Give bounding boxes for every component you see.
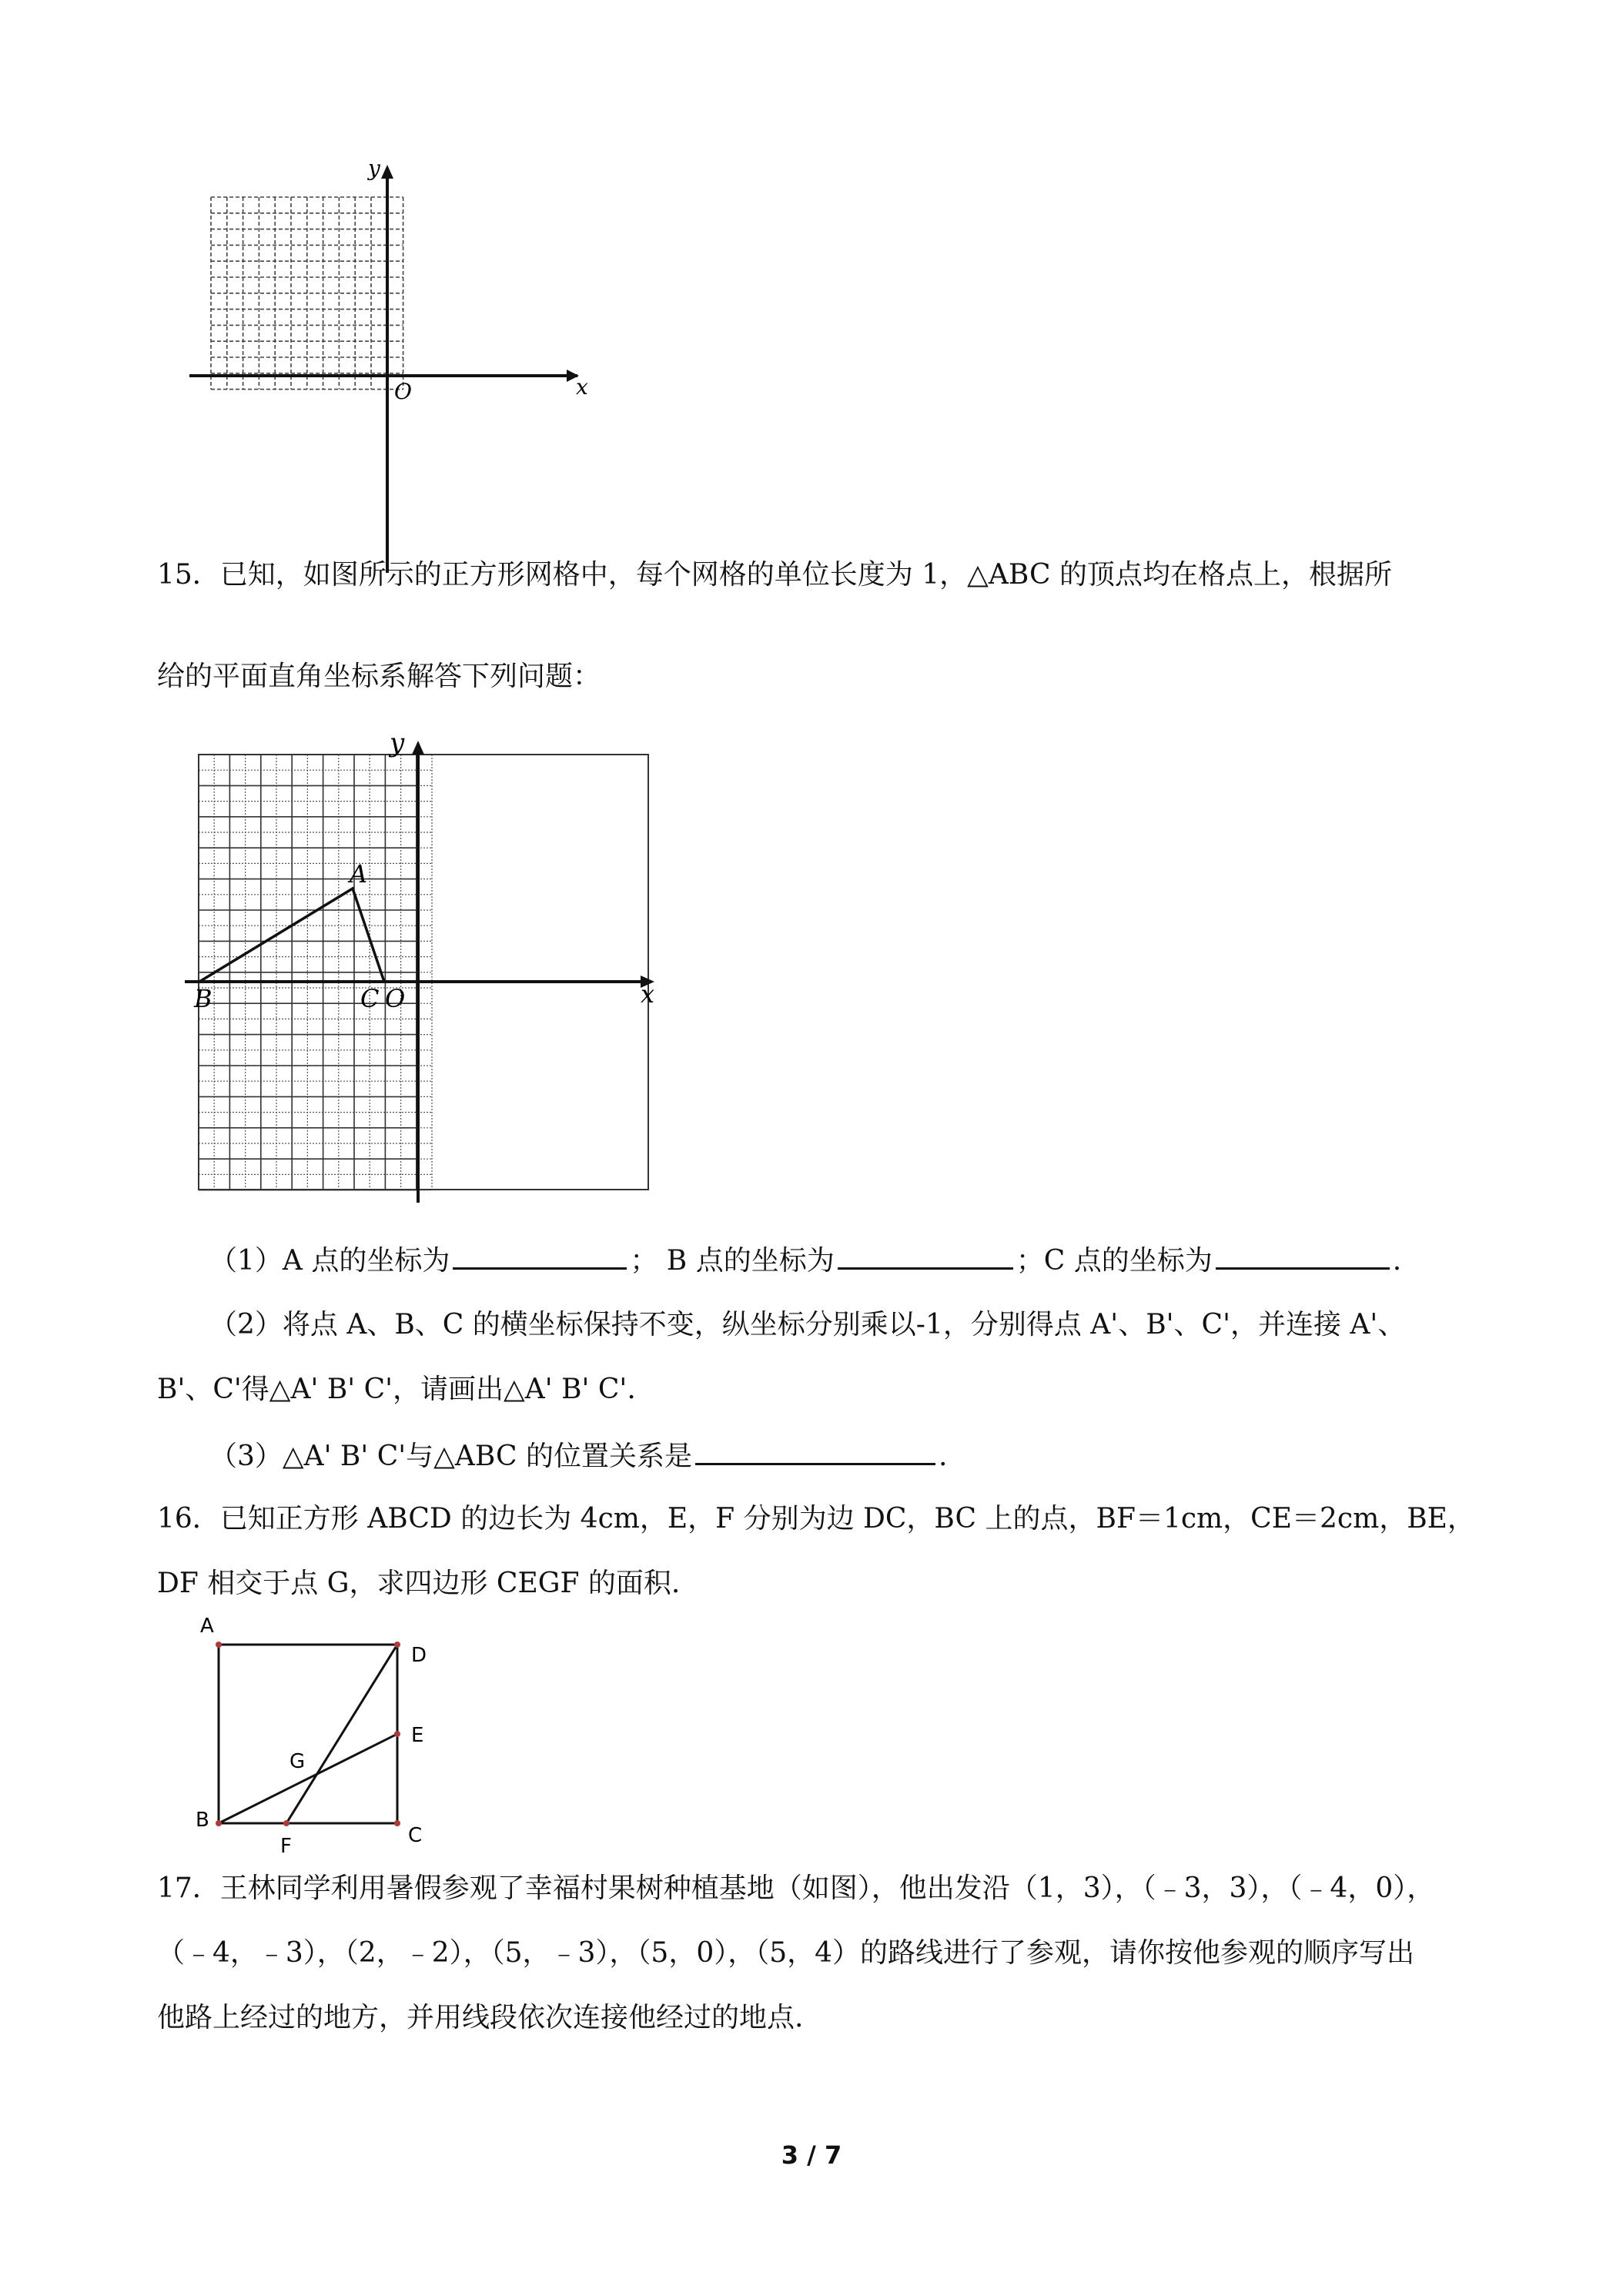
point-b-label: B	[196, 1809, 209, 1832]
q15-part1	[209, 1243, 1401, 1277]
figure-coordinate-grid-1	[185, 154, 601, 577]
segment-be	[219, 1734, 397, 1823]
point-c-label: C	[360, 984, 380, 1013]
q17-text-line2: （﹣4，﹣3），（2，﹣2），（5，﹣3），（5，0），（5，4）的路线进行了参观，请你按他参观的顺序写出	[157, 1937, 1415, 1969]
segment-df	[286, 1645, 397, 1823]
q15-part1-end: .	[1392, 1245, 1402, 1277]
q15-part1-b-prompt: ； B 点的坐标为	[630, 1245, 835, 1277]
answer-blank-relation[interactable]	[695, 1438, 935, 1465]
answer-blank-c[interactable]	[1216, 1243, 1390, 1270]
x-axis-label: x	[641, 979, 655, 1009]
y-axis-label: y	[390, 731, 405, 758]
q17-text-line3: 他路上经过的地方，并用线段依次连接他经过的地点.	[157, 2002, 804, 2033]
square-abcd	[219, 1645, 397, 1823]
point-f	[283, 1820, 289, 1826]
figure-triangle-abc-grid	[185, 731, 678, 1209]
q15-text-line1: 15．已知，如图所示的正方形网格中，每个网格的单位长度为 1，△ABC 的顶点均在格点上，根据所	[157, 559, 1392, 591]
point-a	[216, 1642, 222, 1648]
q15-text-line2: 给的平面直角坐标系解答下列问题：	[157, 661, 601, 692]
q15-part2-line2: B'、C'得△A' B' C'，请画出△A' B' C'.	[157, 1374, 636, 1405]
q17-text-line1: 17．王林同学利用暑假参观了幸福村果树种植基地（如图），他出发沿（1，3），（﹣3，3），（﹣4，0），	[157, 1873, 1435, 1904]
q15-part1-a-prompt: （1）A 点的坐标为	[209, 1245, 450, 1277]
q16-text-line1: 16．已知正方形 ABCD 的边长为 4cm，E，F 分别为边 DC，BC 上的点，BF＝1cm，CE＝2cm，BE，	[157, 1503, 1475, 1535]
answer-blank-b[interactable]	[838, 1243, 1013, 1270]
point-g-label: G	[289, 1750, 306, 1773]
origin-label: O	[394, 379, 412, 404]
point-e	[394, 1731, 400, 1737]
x-axis-label: x	[576, 374, 588, 400]
point-c-label: C	[408, 1824, 423, 1847]
grid	[199, 755, 648, 1190]
y-axis-arrow	[381, 165, 393, 179]
point-a-label: A	[200, 1615, 214, 1638]
q15-part3-prompt: （3）△A' B' C'与△ABC 的位置关系是	[209, 1441, 692, 1472]
point-f-label: F	[280, 1835, 292, 1858]
dashed-grid	[211, 197, 403, 390]
origin-label: O	[385, 984, 406, 1013]
figure-square-abcd	[185, 1609, 462, 1863]
point-c	[394, 1820, 400, 1826]
y-axis-arrow	[412, 741, 424, 755]
q15-part1-c-prompt: ；C 点的坐标为	[1016, 1245, 1213, 1277]
q15-part3	[209, 1438, 947, 1473]
q15-part3-end: .	[938, 1441, 948, 1472]
point-a-label: A	[350, 859, 368, 889]
y-axis-label: y	[368, 156, 380, 181]
point-e-label: E	[411, 1724, 424, 1747]
q15-part2-line1: （2）将点 A、B、C 的横坐标保持不变，纵坐标分别乘以-1，分别得点 A'、B'、C'，并连接 A'、	[209, 1309, 1406, 1340]
page-number: 3 / 7	[781, 2140, 842, 2170]
point-d	[394, 1642, 400, 1648]
point-d-label: D	[411, 1644, 427, 1667]
point-b	[216, 1820, 222, 1826]
q16-text-line2: DF 相交于点 G，求四边形 CEGF 的面积.	[157, 1568, 681, 1599]
answer-blank-a[interactable]	[453, 1243, 627, 1270]
point-b-label: B	[194, 984, 212, 1013]
